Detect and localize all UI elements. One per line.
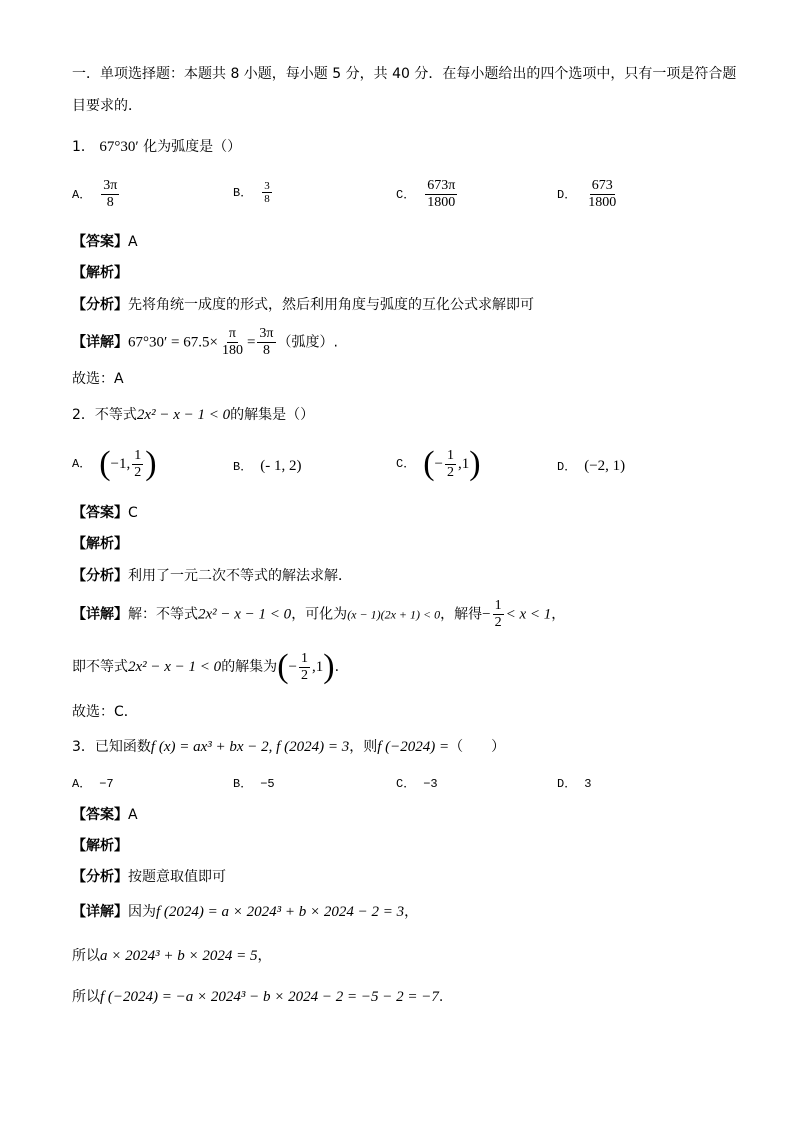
q3-detail-2: 所以a × 2024³ + b × 2024 = 5， (72, 948, 272, 964)
q3-option-d: D． 3 (557, 777, 592, 791)
q2-option-c-fraction: $\frac{1}{2}$ (447, 447, 454, 480)
q1-option-d: D． $\frac{673}{1800}$ (557, 178, 617, 210)
q1-option-a: A． $\frac{3\pi}{8}$ (72, 178, 118, 210)
q1-detail-fraction-2: $\frac{3\pi}{8}$ (259, 326, 274, 358)
q1-option-a-fraction: $\frac{3\pi}{8}$ (103, 178, 118, 210)
q1-detail: 【详解】67°30′ = 67.5× $\frac{\pi}{180}$ = $\frac{3\pi}{8}$ （弧度）. (72, 326, 338, 358)
section-header-line1: 一．单项选择题：本题共 8 小题，每小题 5 分，共 40 分．在每小题给出的四个选项中，只有一项是符合题 (72, 66, 737, 82)
q2-option-d: D． (−2, 1) (557, 458, 626, 474)
section-header-line2: 目要求的． (72, 98, 142, 114)
q2-stem-math: 2x² − x − 1 < 0 (136, 407, 231, 423)
q2-answer: 【答案】C (72, 505, 138, 521)
q1-option-c: C． $\frac{673\pi}{1800}$ (396, 178, 456, 210)
q2-stem: 2．不等式2x² − x − 1 < 0的解集是（） (72, 407, 315, 423)
q1-option-b: B． $\frac{3}{8}$ (233, 180, 270, 205)
q1-analysis-label: 【解析】 (72, 265, 128, 281)
q2-option-b: B． (- 1, 2) (233, 458, 302, 474)
q2-answer-value: C (128, 505, 138, 521)
q1-option-d-fraction: $\frac{673}{1800}$ (588, 178, 617, 210)
q3-stem-math: f (x) = ax³ + bx − 2, f (2024) = 3 (150, 739, 350, 755)
q2-option-a-fraction: $\frac{1}{2}$ (134, 447, 142, 480)
q1-option-c-fraction: $\frac{673\pi}{1800}$ (427, 178, 456, 210)
q1-conclusion: 故选：A (72, 371, 124, 387)
q1-stem-math: 67°30′ (99, 139, 139, 155)
q2-conclusion: 故选：C． (72, 704, 138, 720)
q1-stem-text: 化为弧度是（） (143, 139, 242, 155)
q3-option-a: A． −7 (72, 777, 114, 791)
q1-stem (72, 137, 241, 157)
q1-answer: 【答案】A (72, 234, 138, 250)
q1-option-b-fraction: $\frac{3}{8}$ (264, 180, 270, 205)
q1-answer-value: A (128, 234, 138, 250)
q2-detail-fraction: $\frac{1}{2}$ (494, 598, 502, 630)
q3-analysis-label: 【解析】 (72, 838, 128, 854)
q1-number: 1． (72, 139, 95, 155)
q2-detail2-fraction: $\frac{1}{2}$ (300, 650, 308, 683)
q3-fenxi: 【分析】按题意取值即可 (72, 869, 226, 885)
q3-answer: 【答案】A (72, 807, 138, 823)
q3-detail-3: 所以f (−2024) = −a × 2024³ − b × 2024 − 2 = −5 − 2 = −7. (72, 989, 444, 1005)
q3-stem: 3．已知函数f (x) = ax³ + bx − 2, f (2024) = 3，则f (−2024) =（ ） (72, 739, 506, 755)
q2-detail: 【详解】解：不等式2x² − x − 1 < 0，可化为(x − 1)(2x + 1) < 0，解得− $\frac{1}{2}$ < x < 1， (72, 598, 566, 630)
q2-option-a: A． (−1, $\frac{1}{2}$ ) (72, 445, 157, 482)
q3-detail-1: 【详解】因为f (2024) = a × 2024³ + b × 2024 − 2 = 3， (72, 904, 419, 920)
q3-answer-value: A (128, 807, 138, 823)
q3-option-b: B． −5 (233, 777, 275, 791)
q2-detail-2: 即不等式2x² − x − 1 < 0的解集为(− $\frac{1}{2}$ ,1). (72, 648, 340, 685)
q1-detail-fraction-1: $\frac{\pi}{180}$ (221, 326, 243, 358)
q3-option-c: C． −3 (396, 777, 438, 791)
q1-fenxi: 【分析】先将角统一成度的形式，然后利用角度与弧度的互化公式求解即可 (72, 297, 534, 313)
q2-fenxi: 【分析】利用了一元二次不等式的解法求解． (72, 568, 352, 584)
q2-analysis-label: 【解析】 (72, 536, 128, 552)
q2-option-c: C． (− $\frac{1}{2}$ ,1) (396, 445, 481, 482)
